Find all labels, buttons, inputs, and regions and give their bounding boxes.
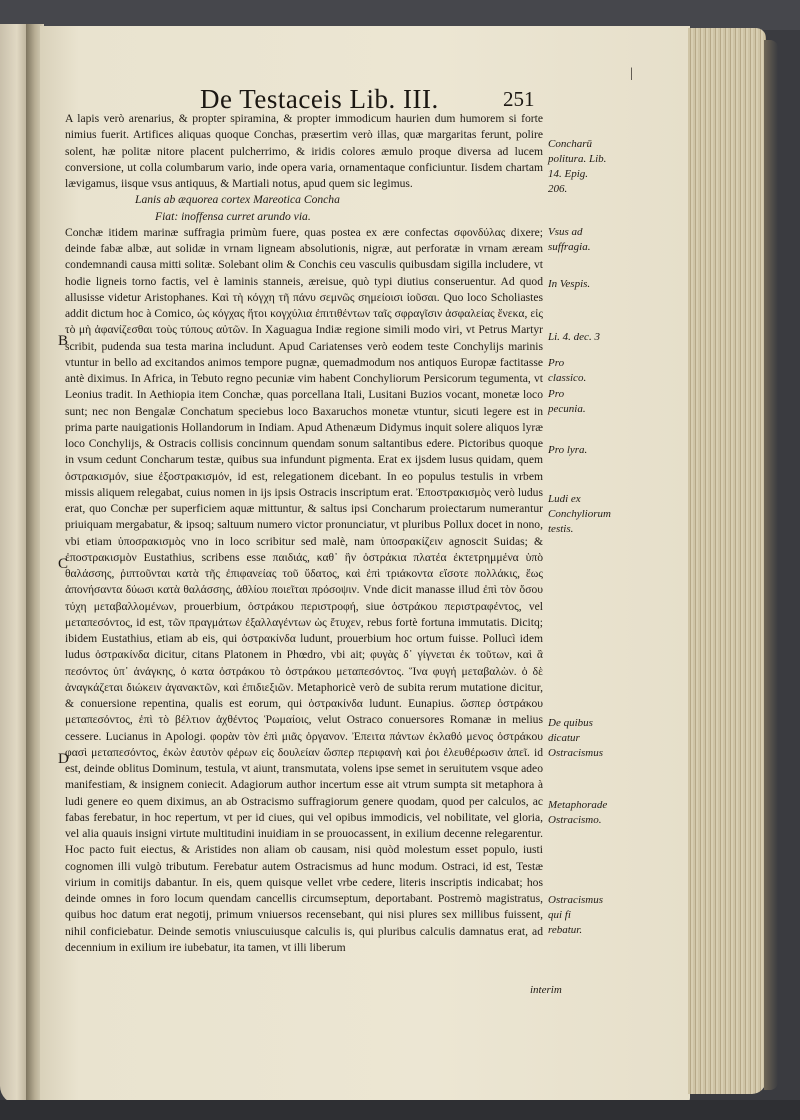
margin-note-3: In Vespis. xyxy=(548,278,591,290)
page-number: 251 xyxy=(503,87,535,111)
section-letter-b: B xyxy=(58,333,69,349)
bottom-shadow xyxy=(0,1100,800,1120)
verse-line-1: Lanis ab æquorea cortex Mareotica Concha xyxy=(135,193,340,207)
margin-note-8: Ludi ex Conchyliorum testis. xyxy=(548,493,611,535)
edge-mark: | xyxy=(630,66,633,81)
left-page-edge xyxy=(0,24,28,1104)
verse-line-2: Fiat: inoffensa curret arundo via. xyxy=(155,209,311,223)
margin-note-1: Concharū politura. Lib. 14. Epig. 206. xyxy=(548,138,607,195)
section-letter-c: C xyxy=(58,556,69,572)
section-letter-d: D xyxy=(58,751,69,767)
margin-note-11: Ostracismus qui fi rebatur. xyxy=(548,894,604,936)
paragraph-2: Conchæ itidem marinæ suffragia primùm fuere, quas postea ex ære confectas σφονδύλας dixere; deinde fabæ albæ, aut solidæ in vrnam ligneam absolutionis, nigræ, aut perforatæ in vrnam æream condemnandi causa mitti solitæ. Solebant olim & Conchis ceu vasculis quibusdam sigilla includere, vt hodie ligneis torno factis, vel è laminis stanneis, æreisue, quò typi diutius conseruentur. Ad quod allusisse videtur Aristophanes. Καὶ τὴ κόγχη τῆ πάνυ σεμνῶς σημείοισι ἰοῦσαι. Quo loco Scholiastes addit dictum hoc à Comico, ὡς κόγχας ἤτοι κογχύλια ἐπιτιθέντων ταῖς σφραγῖσιν ἀσφαλείας ἕνεκα, εἰς τὸ μὴ ἀφανίζεσθαι τοὺς τύπους αὐτῶν. In Xaguagua Indiæ regione simili modo viri, vt Petrus Martyr scribit, pudenda sua testa marina includunt. Apud Cariatenses verò eodem teste Conchylijs marinis vtuntur in bello ad excitandos animos tempore pugnæ, quemadmodum nos antiquos Europæ factitasse antè diximus. In Africa, in Tebuto regno pecuniæ vim habent Conchyliorum Persicorum tegumenta, vt Leonius tradit. In Aethiopia item Conchæ, quas porcellana Itali, Lusitani Buzios vocant, monetæ loco sunt; nec non Bengalæ Conchatum speciebus loco Baxaruchos monetæ vtuntur, sicuti legere est in prima parte nauigationis Hollandorum in Indiam. Apud Athenæum Didymus inquit solere aliquos lyræ loco Conchylijs, & Ostracis collisis concinnum quendam sonum saltantibus edere. Pictoribus quoque in vsum cedunt Concharum testæ, quibus sua infundunt pigmenta. Erat ex ijsdem lusus quidam, quem ὀστρακισμόν, siue ἐξοστρακισμόν, id est, relegationem dicebant. In eo populus testulis in vrbem missis aliquem relegabat, cuius nomen in ijs ipsis Ostracis inscriptum erat. Ἐποστρακισμὸς verò ludus erat, quo Conchæ per superficiem aquæ mittuntur, & saltus ipsi Concharum proiectarum numerantur priuiquam mergabatur, & ipsoq; saltuum numero victor pronunciatur, vt pluribus Pollux docet in nono, vbi etiam ὑποσρακισμὸς vno in loco scribitur sed malè, nam ὑποσρακίζειν agnoscit Suidas; & ἐποστρακισμὸν Eustathius, scribens esse παιδιάς, καθ᾽ ἣν ὀστράκια πλατέα ἐκτετρημμένα ὑπὸ θαλάσσης, ῥιπτοῦνται κατὰ τῆς ἐπιφανείας τοῦ ὕδατος, καὶ ἐπὶ τριάκοντα εἴσοτε πολλάκις, ἕως ἀπονήσαντα δύωσι κατὰ θαλάσσης, ἀθλίου ποιεῖται πρόσοψιν. Vnde dicit manasse illud ἐπὶ τὸν ὅσου τύχη μεταβαλλομένων, prouerbium, ὀστράκου περιστροφή, siue ὀστράκου περιστραφέντος, vel μεταπεσόντος, id est, τῶν πραγμάτων ἐξαλλαγέντων ὡς ἔτυχεν, rebus fortè fortuna immutatis. Dicitq; ibidem Eustathius, etiam ab eis, qui ὀστρακίνδα ludunt, prouerbium hoc ortum fuisse. Pollucì idem ludus ὀστρακίνδα dicitur, citans Platonem in Phœdro, vbi ait; φυγὰς δ᾽ γίγνεται ἐκ τοῦτων, καὶ ἃ πεσόντος ὑπ᾽ ἀνάγκης, ὀ κατα ὀστράκου τὸ ὀστράκου μεταπεσόντος. Ἵνα φυγή μεταβαλὼν. ὁ δὲ ἀναγκάζεται διώκειν ἀγανακτῶν, καὶ ἐπιδιεξιῶν. Metaphoricè verò de subita rerum mutatione dicitur, & conuersione repentina, qualis est eorum, qui ὀστρακίνδα ludunt. Eunapius. ὥσπερ ὀστράκου μεταπεσόντος, ἐπὶ τὸ βέλτιον ἀχθέντος Ῥωμαίοις, velut Ostraco conuersores Romanæ in melius cessere. Lucianus in Apologi. φορὰν τὸν ἐπὶ μιᾶς ὀργανον. Ἐπειτα πάντων ἐκλαθό μενος ὀστράκου φασὶ μεταπεσόντος, ἐκὼν ἑαυτὸν φέρων εἰς δουλείαν ὥσπερ περιφανὴ καὶ ῥοι ἐλευθέρωσιν ἀπεῖ. id est, deinde oblitus Dominum, testula, vt aiunt, transmutata, volens ipse semet in seruitutem vsque adeo manifestiam, & insignem coniecit. Adagiorum author incertum esse ait vtrum sumpta sit metaphora à ludi genere eo quem diximus, an ab Ostracismo suffragiorum genere quodam, quod per calculos, ac fabas ferebatur, in hoc repertum, vt per id ciues, qui vel opibus immodicis, vel nobilitate, vel gloria, vel alia quauis insigni virtute multitudini inuidiam in se prouocassent, in exilium decenne relegarentur. Hoc pacto fuit eiectus, & Aristides non aliam ob causam, nisi quòd molestum esset populo, iusti cognomen illi vulgò tributum. Ferebatur autem Ostracismus ad hunc modum. Ostraci, id est, Testæ virium in comitijs dabantur. In eis, quem quisque vellet vrbe cedere, literis inscriptis indicabat; hos deinde omnes in foro locum quendam cancellis circumseptum, deportabant. Postremò magistratus, quibus hoc datum erat negotij, primum vniuersos recensebant, qui nisi plures sex millibus fuissent, nihil conficiebatur. Deinde semotis vniuscuiusque calculis is, qui pluribus calculis damnatus erat, ad decennium in exilium ire iubebatur, ita tamen, vt illi liberum xyxy=(65,225,543,954)
paragraph-1: A lapis verò arenarius, & propter spiramina, & propter immodicum haurien dum humorem si forte nimius fuerit. Artifices aliquas quoque Conchas, præsertim verò illas, quæ margaritas ferunt, polire solent, hæ politæ nitore placent pulcherrimo, & iridis colores æmulo proque diversa ad lucem conversione, ut colla columbarum vario, inde opera varia, ornamentaque conficiuntur. Iisdem chartam lævigamus, iisque vsus antiquus, & Martiali notus, apud quem sic legimus. xyxy=(65,112,543,190)
margin-note-9: De quibus dicatur Ostracismus xyxy=(548,717,604,759)
margin-note-2: Vsus ad suffragia. xyxy=(548,226,591,253)
margin-note-4: Li. 4. dec. 3 xyxy=(548,331,600,343)
margin-note-6: Pro pecunia. xyxy=(548,388,586,415)
main-text xyxy=(65,111,543,991)
running-title: De Testaceis Lib. III. xyxy=(200,84,439,114)
margin-note-5: Pro classico. xyxy=(548,357,587,384)
margin-note-10: Metaphorade Ostracismo. xyxy=(548,799,608,826)
catchword: interim xyxy=(530,984,562,996)
margin-note-7: Pro lyra. xyxy=(548,444,588,456)
page-edges xyxy=(688,28,766,1094)
page-edges-shadow xyxy=(764,40,778,1090)
